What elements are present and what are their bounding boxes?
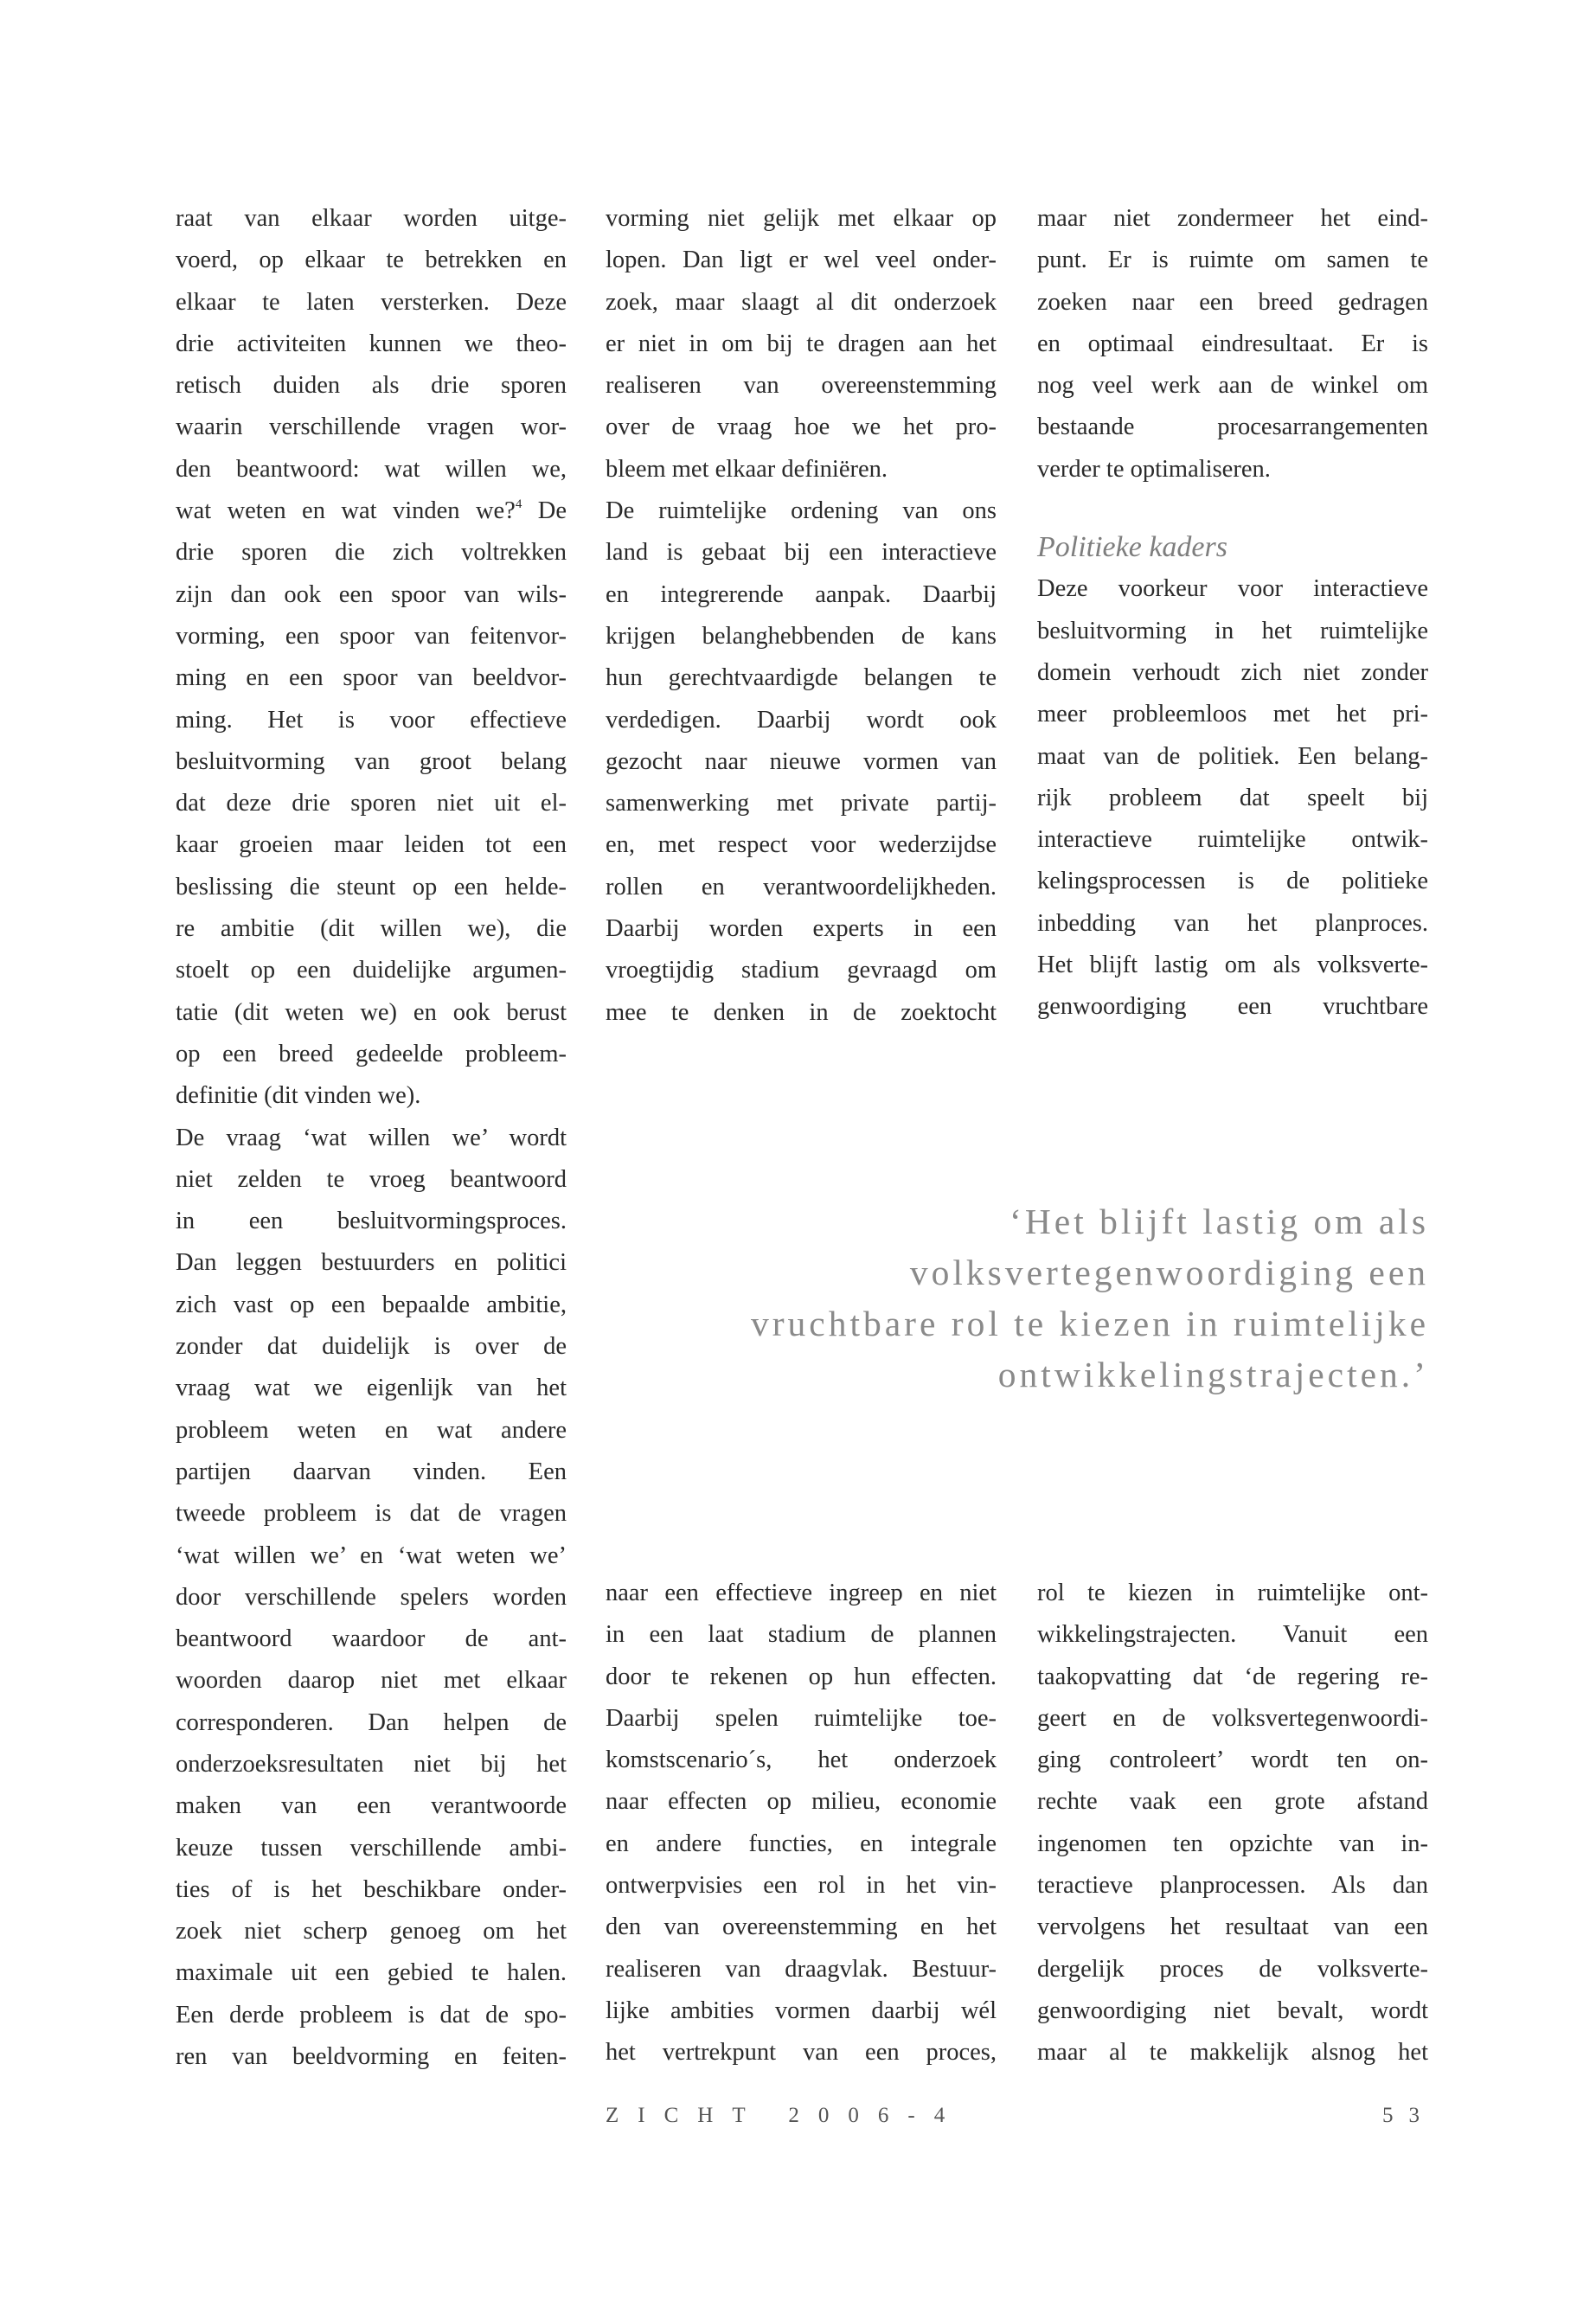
text-line: Daarbij worden experts in een [606, 915, 997, 943]
text-line: naar een effectieve ingreep en niet [606, 1580, 997, 1606]
text-line: onderzoeksresultaten niet bij het [176, 1750, 567, 1778]
text-line: drie sporen die zich voltrekken [176, 539, 567, 567]
text-line: zoek, maar slaagt al dit onderzoek [606, 288, 997, 316]
text-column-3-top [1037, 198, 1428, 1029]
text-line: kaar groeien maar leiden tot een [176, 831, 567, 859]
text-line: vervolgens het resultaat van een [1037, 1913, 1428, 1941]
text-line: ingenomen ten opzichte van in- [1037, 1830, 1428, 1857]
text-line: De vraag ‘wat willen we’ wordt [176, 1124, 567, 1151]
text-line: en integrerende aanpak. Daarbij [606, 580, 997, 608]
text-line: ties of is het beschikbare onder- [176, 1875, 567, 1903]
text-line: vroegtijdig stadium gevraagd om [606, 957, 997, 984]
text-line: naar effecten op milieu, economie [606, 1788, 997, 1816]
text-line: en, met respect voor wederzijdse [606, 831, 997, 859]
text-line: maat van de politiek. Een belang- [1037, 742, 1428, 770]
text-line: door verschillende spelers worden [176, 1583, 567, 1611]
text-column-2-bottom [606, 1573, 997, 2074]
text-column-2-top [606, 198, 997, 1034]
text-line: maar al te makkelijk alsnog het [1037, 2039, 1428, 2067]
text-line: De ruimtelijke ordening van ons [606, 497, 997, 525]
text-line: bleem met elkaar definiëren. [606, 455, 888, 483]
text-line: woorden daarop niet met elkaar [176, 1667, 567, 1695]
text-line: vorming niet gelijk met elkaar op [606, 205, 997, 232]
text-column-3-bottom [1037, 1573, 1428, 2074]
paragraph-block [1037, 568, 1428, 1028]
text-line: ‘wat willen we’ en ‘wat weten we’ [176, 1541, 567, 1569]
text-line: ging controleert’ wordt ten on- [1037, 1747, 1428, 1774]
text-line: elkaar te laten versterken. Deze [176, 288, 567, 316]
pull-quote [512, 1196, 1429, 1400]
text-line: drie activiteiten kunnen we theo- [176, 330, 567, 357]
text-line: teractieve planprocessen. Als dan [1037, 1872, 1428, 1900]
pull-quote-line: ontwikkelingstrajecten.’ [997, 1355, 1429, 1394]
text-line: zoeken naar een breed gedragen [1037, 288, 1428, 316]
text-line: lijke ambities vormen daarbij wél [606, 1997, 997, 2024]
text-line: rol te kiezen in ruimtelijke ont- [1037, 1580, 1428, 1606]
text-line: partijen daarvan vinden. Een [176, 1458, 567, 1485]
text-line: en optimaal eindresultaat. Er is [1037, 330, 1428, 357]
text-line: Het blijft lastig om als volksverte- [1037, 952, 1428, 979]
text-line: vorming, een spoor van feitenvor- [176, 622, 567, 650]
text-line: vraag wat we eigenlijk van het [176, 1375, 567, 1402]
text-line: tweede probleem is dat de vragen [176, 1500, 567, 1528]
text-line: definitie (dit vinden we). [176, 1082, 421, 1110]
footer-page-number: 53 [1382, 2104, 1435, 2127]
text-line: ren van beeldvorming en feiten- [176, 2043, 567, 2071]
text-column-1 [176, 198, 567, 2078]
text-line: Dan leggen bestuurders en politici [176, 1249, 567, 1277]
text-line: zijn dan ook een spoor van wils- [176, 580, 567, 608]
text-line: genwoordiging een vruchtbare [1037, 993, 1428, 1021]
text-line: meer probleemloos met het pri- [1037, 701, 1428, 728]
text-line: zich vast op een bepaalde ambitie, [176, 1291, 567, 1318]
text-line: den beantwoord: wat willen we, [176, 455, 567, 483]
text-line: inbedding van het planproces. [1037, 909, 1428, 937]
text-line: beslissing die steunt op een helde- [176, 873, 567, 901]
text-line: het vertrekpunt van een proces, [606, 2039, 997, 2067]
text-line: nog veel werk aan de winkel om [1037, 372, 1428, 400]
text-line: bestaande procesarrangementen [1037, 413, 1428, 441]
text-line: mee te denken in de zoektocht [606, 998, 997, 1026]
text-line: corresponderen. Dan helpen de [176, 1708, 567, 1736]
text-line: re ambitie (dit willen we), die [176, 915, 567, 943]
paragraph-block [1037, 198, 1428, 490]
text-line: maken van een verantwoorde [176, 1792, 567, 1820]
text-line: over de vraag hoe we het pro- [606, 413, 997, 441]
text-line: geert en de volksvertegenwoordi- [1037, 1704, 1428, 1732]
text-line: op een breed gedeelde probleem- [176, 1040, 567, 1067]
text-line: tatie (dit weten we) en ook berust [176, 998, 567, 1026]
text-line: besluitvorming van groot belang [176, 747, 567, 775]
text-line: wikkelingstrajecten. Vanuit een [1037, 1621, 1428, 1649]
text-line: punt. Er is ruimte om samen te [1037, 247, 1428, 274]
text-line: niet zelden te vroeg beantwoord [176, 1165, 567, 1193]
text-line: lopen. Dan ligt er wel veel onder- [606, 247, 997, 274]
section-heading: Politieke kaders [1037, 531, 1227, 564]
text-line: zonder dat duidelijk is over de [176, 1333, 567, 1361]
text-line: Deze voorkeur voor interactieve [1037, 575, 1428, 603]
text-line: realiseren van overeenstemming [606, 372, 997, 400]
text-line: en andere functies, en integrale [606, 1830, 997, 1857]
text-line: interactieve ruimtelijke ontwik- [1037, 826, 1428, 854]
text-line: maximale uit een gebied te halen. [176, 1959, 567, 1987]
pull-quote-line: vruchtbare rol te kiezen in ruimtelijke [750, 1304, 1429, 1343]
text-line: realiseren van draagvlak. Bestuur- [606, 1955, 997, 1983]
text-line: verder te optimaliseren. [1037, 455, 1271, 483]
text-line: rollen en verantwoordelijkheden. [606, 873, 997, 901]
text-line: rechte vaak een grote afstand [1037, 1788, 1428, 1816]
text-line: ontwerpvisies een rol in het vin- [606, 1872, 997, 1900]
text-line: land is gebaat bij een interactieve [606, 539, 997, 567]
text-line: stoelt op een duidelijke argumen- [176, 957, 567, 984]
text-line: probleem weten en wat andere [176, 1416, 567, 1444]
text-line: wat weten en wat vinden we?$^4$ De [176, 497, 567, 525]
text-line: kelingsprocessen is de politieke [1037, 868, 1428, 895]
text-line: Een derde probleem is dat de spo- [176, 2001, 567, 2029]
text-line: door te rekenen op hun effecten. [606, 1663, 997, 1690]
text-line: in een laat stadium de plannen [606, 1621, 997, 1649]
pull-quote-line: volksvertegenwoordiging een [909, 1253, 1429, 1292]
text-line: er niet in om bij te dragen aan het [606, 330, 997, 357]
text-line: retisch duiden als drie sporen [176, 372, 567, 400]
text-line: maar niet zondermeer het eind- [1037, 205, 1428, 232]
text-line: raat van elkaar worden uitge- [176, 205, 567, 232]
text-line: ming. Het is voor effectieve [176, 706, 567, 734]
text-line: Daarbij spelen ruimtelijke toe- [606, 1704, 997, 1732]
text-line: hun gerechtvaardigde belangen te [606, 664, 997, 692]
text-line: dergelijk proces de volksverte- [1037, 1955, 1428, 1983]
text-line: komstscenario´s, het onderzoek [606, 1747, 997, 1774]
footer-journal: ZICHT 2006-4 [606, 2104, 965, 2127]
text-line: dat deze drie sporen niet uit el- [176, 790, 567, 817]
text-line: voerd, op elkaar te betrekken en [176, 247, 567, 274]
text-line: gezocht naar nieuwe vormen van [606, 747, 997, 775]
text-line: besluitvorming in het ruimtelijke [1037, 617, 1428, 644]
text-line: in een besluitvormingsproces. [176, 1208, 567, 1235]
text-line: krijgen belanghebbenden de kans [606, 622, 997, 650]
text-line: verdedigen. Daarbij wordt ook [606, 706, 997, 734]
text-line: zoek niet scherp genoeg om het [176, 1918, 567, 1945]
text-line: samenwerking met private partij- [606, 790, 997, 817]
text-line: den van overeenstemming en het [606, 1913, 997, 1941]
text-line: domein verhoudt zich niet zonder [1037, 658, 1428, 686]
text-line: taakopvatting dat ‘de regering re- [1037, 1663, 1428, 1690]
footnote-marker: 4 [515, 497, 522, 512]
text-line: waarin verschillende vragen wor- [176, 413, 567, 441]
text-line: rijk probleem dat speelt bij [1037, 784, 1428, 811]
text-line: ming en een spoor van beeldvor- [176, 664, 567, 692]
text-line: beantwoord waardoor de ant- [176, 1625, 567, 1653]
text-line: genwoordiging niet bevalt, wordt [1037, 1997, 1428, 2024]
text-line: keuze tussen verschillende ambi- [176, 1834, 567, 1862]
pull-quote-line: ‘Het blijft lastig om als [1010, 1202, 1429, 1241]
